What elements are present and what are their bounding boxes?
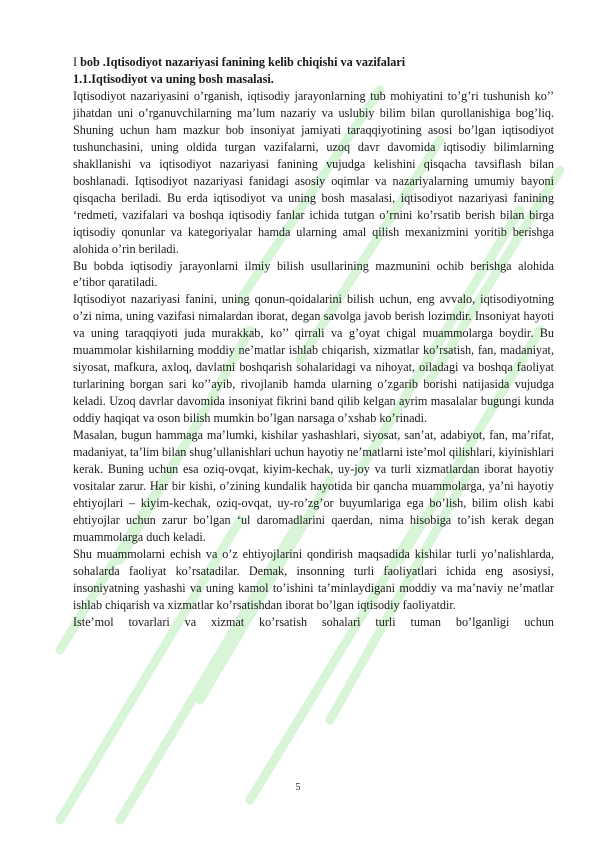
document-page <box>73 54 554 631</box>
chapter-title: bob .Iqtisodiyot nazariyasi fanining kelib chiqishi va vazifalari <box>77 55 406 69</box>
page-number: 5 <box>295 782 301 793</box>
paragraph-1: Iqtisodiyot nazariyasini o’rganish, iqtisodiy jarayonlarning tub mohiyatini to’g’ri tushunish ko’’ jihatdan uni o’rganuvchilarning ma’lum nazariy va uslubiy bilim bilan qurollanishiga bog’liq. Shuning uchun ham mazkur bob insoniyat jamiyati taraqqiyotining asosi bo’lgan iqtisodiyot tushunchasini, uning oldida turgan vazifalarni, uzoq davr davomida iqtisodiy bilimlarning shakllanishi va iqtisodiyot nazariyasi fanining vujudga kelishini qisqacha tavsiflash bilan boshlanadi. Iqtisodiyot nazariyasi fanidagi asosiy oqimlar va nazariyalarning umumiy bayoni qisqacha beriladi. Bu erda iqtisodiyot va uning bosh masalasi, iqtisodiyot nazariyasi fanining ‘redmeti, vazifalari va boshqa iqtisodiy fanlar ichida tutgan o’rnini ko’rsatib berish bilan birga iqtisodiy qonunlar va kategoriyalar hamda ularning amal qilish mexanizmini yoritib berishga alohida o’rin beriladi. <box>73 89 554 256</box>
paragraph-4: Masalan, bugun hammaga ma’lumki, kishilar yashashlari, siyosat, san’at, adabiyot, fan, ma’rifat, madaniyat, ta’lim bilan shug’ullanishlari uchun hayotiy ne’matlarni iste’mol qilishlari, kiyinishlari kerak. Buning uchun esa oziq-ovqat, kiyim-kechak, uy-joy va turli xizmatlardan iborat hayotiy vositalar zarur. Har bir kishi, o’zining kundalik hayotida bir qancha muammolarga, ya’ni hayotiy ehtiyojlari – kiyim-kechak, oziq-ovqat, uy-ro’zg’or buyumlariga ega bo’lish, bilim olish kabi ehtiyojlar uchun zarur bo’lgan ‘ul daromadlarini qaerdan, nima hisobiga to’ish kerak degan muammolarga duch keladi. <box>73 428 554 544</box>
paragraph-2: Bu bobda iqtisodiy jarayonlarni ilmiy bilish usullarining mazmunini ochib berishga alohida e’tibor qaratiladi. <box>73 258 554 290</box>
chapter-roman-numeral: I <box>73 55 78 69</box>
paragraph-5: Shu muammolarni echish va o’z ehtiyojlarini qondirish maqsadida kishilar turli yo’nalishlarda, sohalarda faoliyat ko’rsatadilar. Demak, insonning turli faoliyatlari ichida eng asosiysi, insoniyatning yashashi va uning kamol to’ishini ta’minlaydigani moddiy va ma’naviy ne’matlar ishlab chiqarish va xizmatlar ko’rsatishdan iborat bo’lgan iqtisodiy faoliyatdir. <box>73 546 554 612</box>
paragraph-3: Iqtisodiyot nazariyasi fanini, uning qonun-qoidalarini bilish uchun, eng avvalo, iqtisodiyotning o’zi nima, uning vazifasi nimalardan iborat, degan savolga javob berish lozimdir. Insoniyat hayoti va uning taraqqiyoti juda murakkab, ko’’ qirrali va g’oyat chigal muammolarga boydir. Bu muammolar kishilarning moddiy ne’matlar ishlab chiqarish, xizmatlar ko’rsatish, fan, madaniyat, siyosat, mafkura, axloq, davlatni boshqarish sohalaridagi va nihoyat, oiladagi va boshqa faoliyat turlarining borgan sari ko’’ayib, rivojlanib hamda ularning o’zgarib borishi natijasida vujudga keladi. Uzoq davrlar davomida insoniyat fikrini band qilib kelgan ayrim masalalar bugungi kunda oddiy haqiqat va oson bilish mumkin bo’lgan narsaga o’xshab ko’rinadi. <box>73 292 554 426</box>
paragraph-6: Iste’mol tovarlari va xizmat ko’rsatish sohalari turli tuman bo’lganligi uchun <box>73 614 554 629</box>
chapter-heading <box>73 54 554 71</box>
section-heading: 1.1.Iqtisodiyot va uning bosh masalasi. <box>73 72 274 86</box>
